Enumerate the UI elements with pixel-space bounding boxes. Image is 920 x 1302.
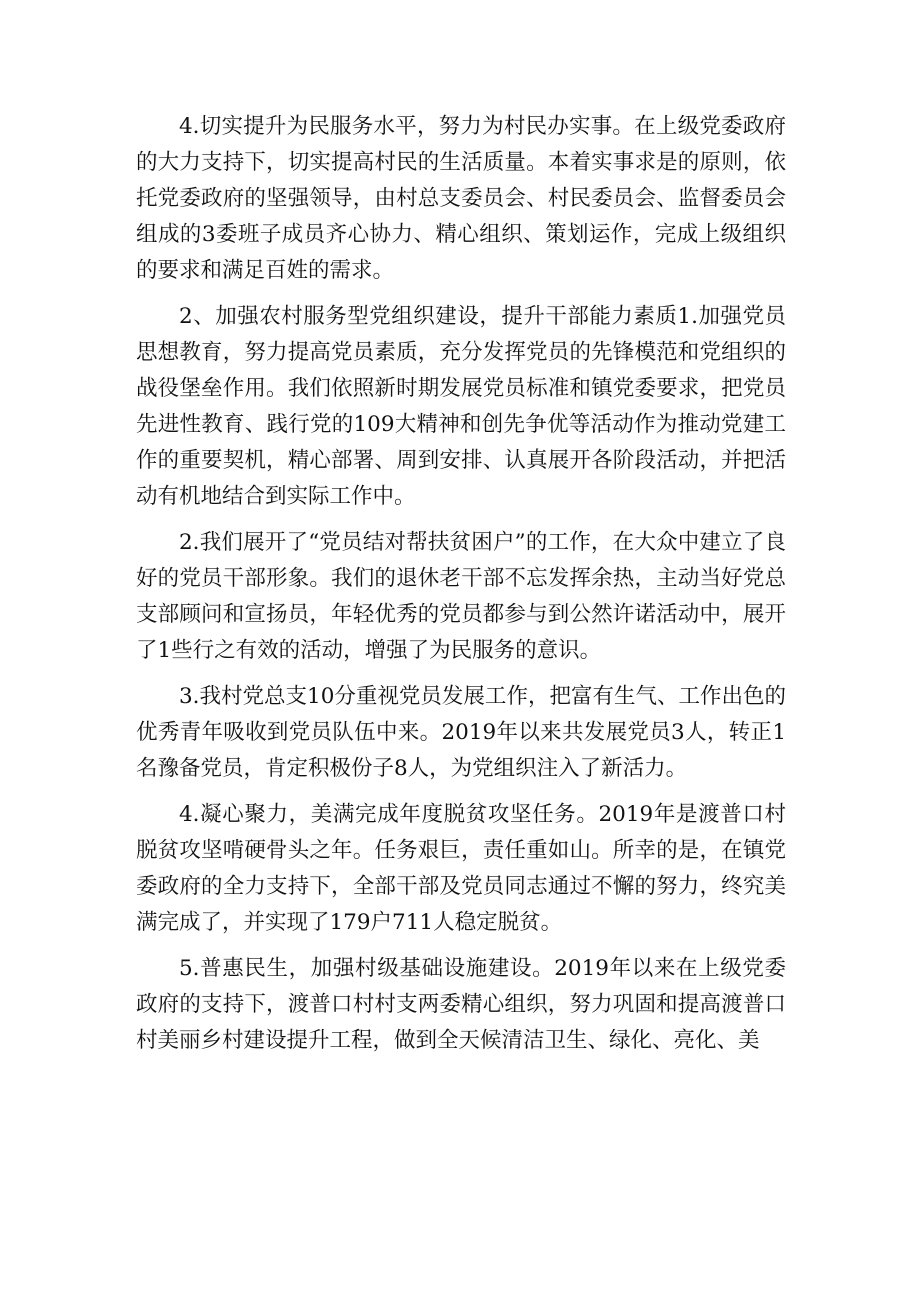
paragraph-member-development: 3.我村党总支10分重视党员发展工作，把富有生气、工作出色的优秀青年吸收到党员队伍中来。2019年以来共发展党员3人，转正1名豫备党员，肯定积极份子8人，为党组织注入了新活力。 xyxy=(136,684,786,781)
paragraph-service-level: 4.切实提升为民服务水平，努力为村民办实事。在上级党委政府的大力支持下，切实提高村民的生活质量。本着实事求是的原则，依托党委政府的坚强领导，由村总支委员会、村民委员会、监督委员会组成的3委班子成员齐心协力、精心组织、策划运作，完成上级组织的要求和满足百姓的需求。 xyxy=(136,114,786,283)
paragraph-poverty-alleviation: 4.凝心聚力，美满完成年度脱贫攻坚任务。2019年是渡普口村脱贫攻坚啃硬骨头之年。任务艰巨，责任重如山。所幸的是，在镇党委政府的全力支持下，全部干部及党员同志通过不懈的努力，终究美满完成了，并实现了179户711人稳定脱贫。 xyxy=(136,802,786,935)
paragraph-infrastructure: 5.普惠民生，加强村级基础设施建设。2019年以来在上级党委政府的支持下，渡普口村村支两委精心组织，努力巩固和提高渡普口村美丽乡村建设提升工程，做到全天候清洁卫生、绿化、亮化、美 xyxy=(136,956,786,1053)
paragraph-party-building: 2、加强农村服务型党组织建设，提升干部能力素质1.加强党员思想教育，努力提高党员素质，充分发挥党员的先锋模范和党组织的战役堡垒作用。我们依照新时期发展党员标准和镇党委要求，把党员先进性教育、践行党的109大精神和创先争优等活动作为推动党建工作的重要契机，精心部署、周到安排、认真展开各阶段活动，并把活动有机地结合到实际工作中。 xyxy=(136,304,786,509)
document-body xyxy=(136,109,786,1069)
paragraph-poverty-pairing: 2.我们展开了“党员结对帮扶贫困户”的工作，在大众中建立了良好的党员干部形象。我们的退休老干部不忘发挥余热，主动当好党总支部顾问和宣扬员，年轻优秀的党员都参与到公然许诺活动中，展开了1些行之有效的活动，增强了为民服务的意识。 xyxy=(136,530,786,663)
